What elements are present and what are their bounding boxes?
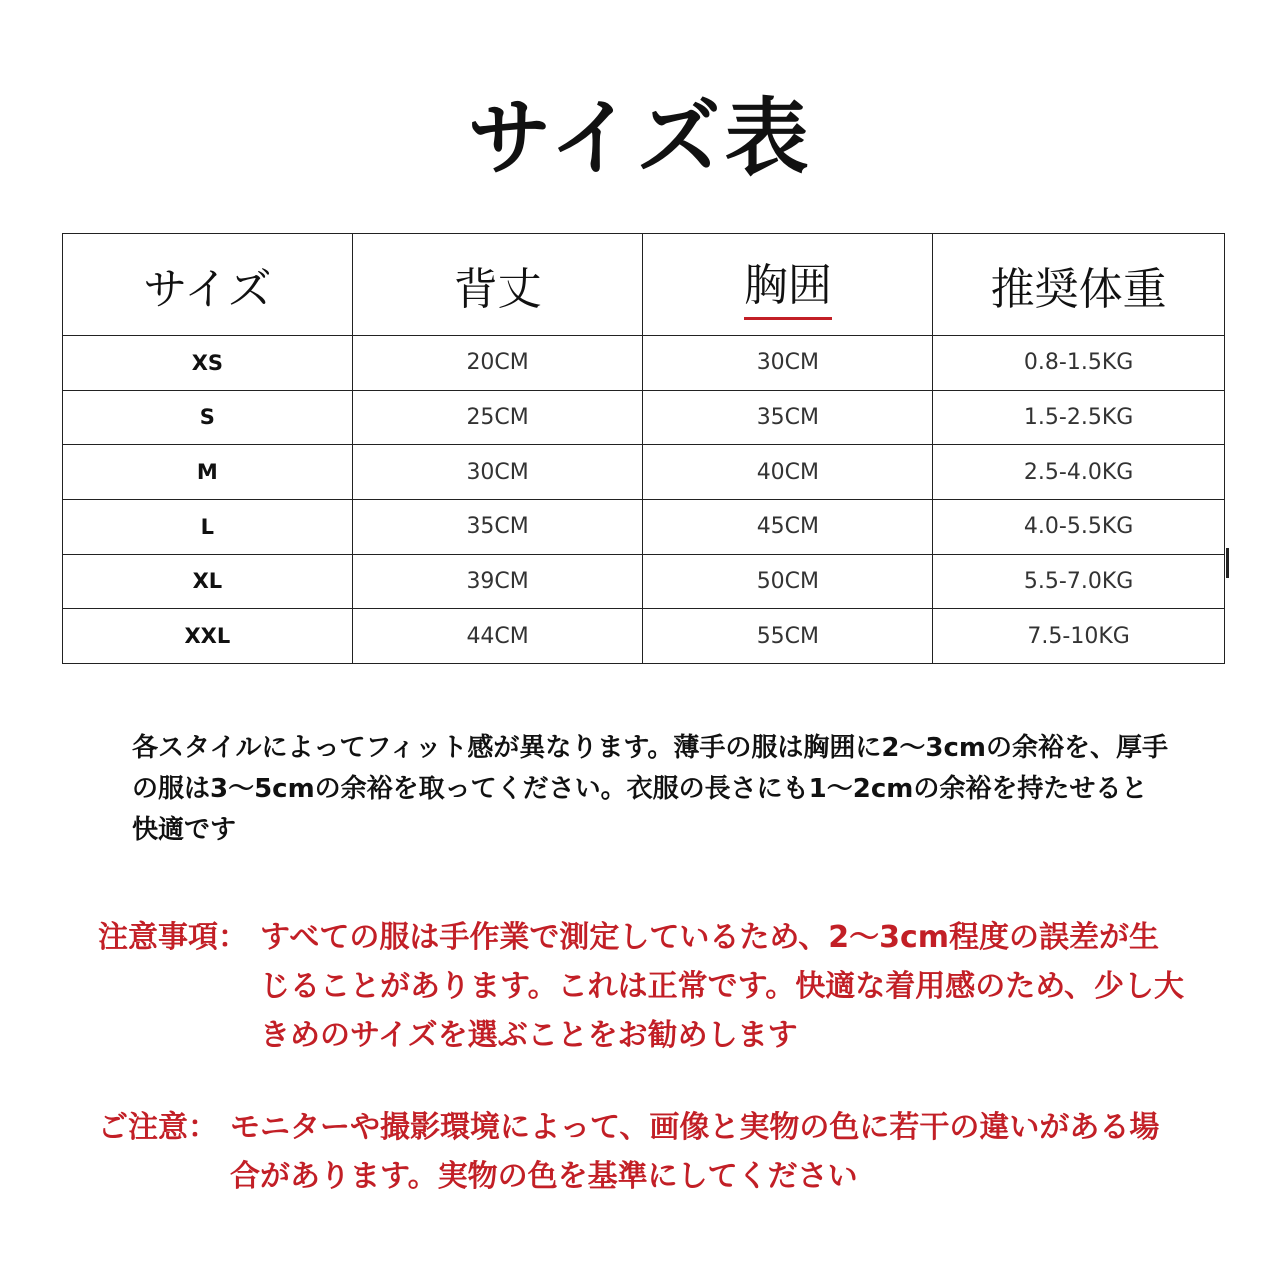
size-cell: XL bbox=[63, 554, 353, 609]
header-back-length: 背丈 bbox=[352, 234, 643, 336]
weight-cell: 1.5-2.5KG bbox=[933, 390, 1225, 445]
caution-color-label: ご注意： bbox=[98, 1110, 218, 1145]
weight-cell: 5.5-7.0KG bbox=[933, 554, 1225, 609]
header-recommended-weight: 推奨体重 bbox=[933, 234, 1225, 336]
table-row bbox=[63, 554, 1225, 609]
back-length-cell: 30CM bbox=[352, 445, 643, 500]
caution-color bbox=[98, 1103, 1188, 1203]
caution-measurement-text: すべての服は手作業で測定しているため、2～3cm程度の誤差が生じることがあります。これは正常です。快適な着用感のため、少し大きめのサイズを選ぶことをお勧めします bbox=[260, 920, 1184, 1053]
back-length-cell: 39CM bbox=[352, 554, 643, 609]
chest-cell: 35CM bbox=[643, 390, 933, 445]
header-size: サイズ bbox=[63, 234, 353, 336]
table-row bbox=[63, 445, 1225, 500]
caution-measurement bbox=[98, 913, 1188, 1063]
fit-note: 各スタイルによってフィット感が異なります。薄手の服は胸囲に2～3cmの余裕を、厚手の服は3～5cmの余裕を取ってください。衣服の長さにも1～2cmの余裕を持たせると快適です bbox=[132, 733, 1169, 845]
page-title: サイズ表 bbox=[467, 89, 813, 187]
table-row bbox=[63, 390, 1225, 445]
weight-cell: 4.0-5.5KG bbox=[933, 499, 1225, 554]
weight-cell: 2.5-4.0KG bbox=[933, 445, 1225, 500]
table-edge-mark bbox=[1226, 548, 1229, 578]
back-length-cell: 25CM bbox=[352, 390, 643, 445]
size-cell: L bbox=[63, 499, 353, 554]
weight-cell: 0.8-1.5KG bbox=[933, 336, 1225, 391]
chest-cell: 45CM bbox=[643, 499, 933, 554]
chest-cell: 50CM bbox=[643, 554, 933, 609]
chest-cell: 40CM bbox=[643, 445, 933, 500]
table-row bbox=[63, 336, 1225, 391]
back-length-cell: 35CM bbox=[352, 499, 643, 554]
weight-cell: 7.5-10KG bbox=[933, 609, 1225, 664]
size-cell: XXL bbox=[63, 609, 353, 664]
chest-cell: 55CM bbox=[643, 609, 933, 664]
header-chest-label: 胸囲 bbox=[744, 249, 832, 320]
table-row bbox=[63, 499, 1225, 554]
back-length-cell: 44CM bbox=[352, 609, 643, 664]
size-cell: XS bbox=[63, 336, 353, 391]
size-cell: S bbox=[63, 390, 353, 445]
size-table bbox=[62, 233, 1225, 664]
header-chest bbox=[643, 234, 933, 336]
table-header-row bbox=[63, 234, 1225, 336]
table-row bbox=[63, 609, 1225, 664]
size-cell: M bbox=[63, 445, 353, 500]
chest-cell: 30CM bbox=[643, 336, 933, 391]
caution-color-text: モニターや撮影環境によって、画像と実物の色に若干の違いがある場合があります。実物の色を基準にしてください bbox=[230, 1110, 1160, 1194]
back-length-cell: 20CM bbox=[352, 336, 643, 391]
caution-measurement-label: 注意事項： bbox=[98, 920, 248, 955]
